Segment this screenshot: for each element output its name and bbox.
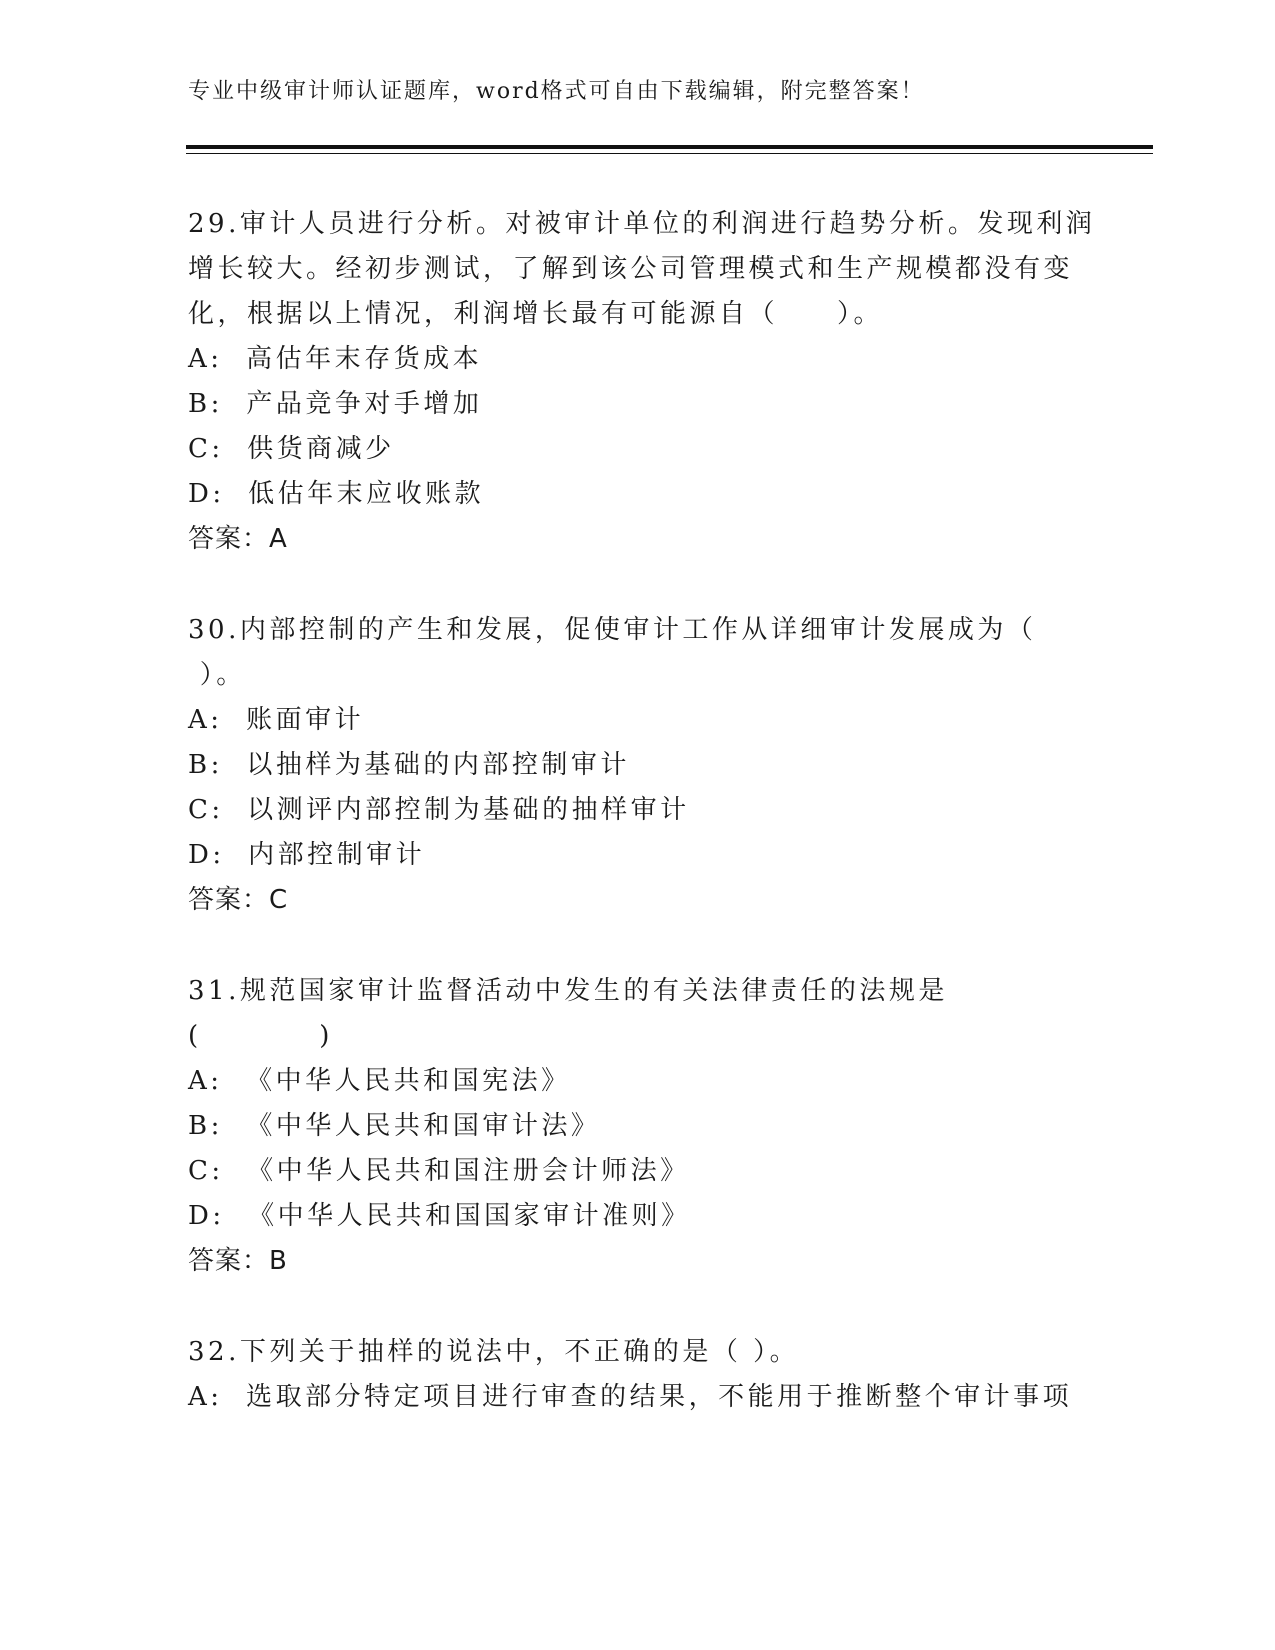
answer: 答案：C: [188, 885, 289, 915]
question-32: [188, 1330, 1088, 1420]
question-text: ( ): [188, 1021, 333, 1051]
question-list: [188, 202, 1096, 1466]
question-text: 32.下列关于抽样的说法中，不正确的是（ ）。: [188, 1337, 800, 1367]
option-a: A: 《中华人民共和国宪法》: [188, 1066, 571, 1096]
option-d: D: 内部控制审计: [188, 840, 426, 870]
page-header: 专业中级审计师认证题库，word格式可自由下载编辑，附完整答案！: [188, 79, 925, 104]
option-a: A: 高估年末存货成本: [188, 344, 483, 374]
question-text: ）。: [188, 660, 246, 690]
question-text: 增长较大。经初步测试，了解到该公司管理模式和生产规模都没有变: [188, 254, 1074, 284]
option-c: C: 以测评内部控制为基础的抽样审计: [188, 795, 690, 825]
option-a: A: 选取部分特定项目进行审查的结果，不能用于推断整个审计事项: [188, 1382, 1073, 1412]
option-d: D: 《中华人民共和国国家审计准则》: [188, 1201, 691, 1231]
question-text: 化，根据以上情况，利润增长最有可能源自（ ）。: [188, 299, 884, 329]
question-text: 31.规范国家审计监督活动中发生的有关法律责任的法规是: [188, 976, 948, 1006]
option-c: C: 供货商减少: [188, 434, 395, 464]
option-d: D: 低估年末应收账款: [188, 479, 485, 509]
answer: 答案：B: [188, 1246, 288, 1276]
option-a: A: 账面审计: [188, 705, 365, 735]
question-30: [188, 608, 1088, 923]
option-b: B: 《中华人民共和国审计法》: [188, 1111, 601, 1141]
option-b: B: 以抽样为基础的内部控制审计: [188, 750, 630, 780]
option-b: B: 产品竞争对手增加: [188, 389, 483, 419]
question-text: 30.内部控制的产生和发展，促使审计工作从详细审计发展成为（: [188, 615, 1037, 645]
header-rule: [186, 145, 1153, 149]
question-31: [188, 969, 1088, 1284]
answer: 答案：A: [188, 524, 288, 554]
question-text: 29.审计人员进行分析。对被审计单位的利润进行趋势分析。发现利润: [188, 209, 1096, 239]
option-c: C: 《中华人民共和国注册会计师法》: [188, 1156, 690, 1186]
question-29: [188, 202, 1096, 562]
